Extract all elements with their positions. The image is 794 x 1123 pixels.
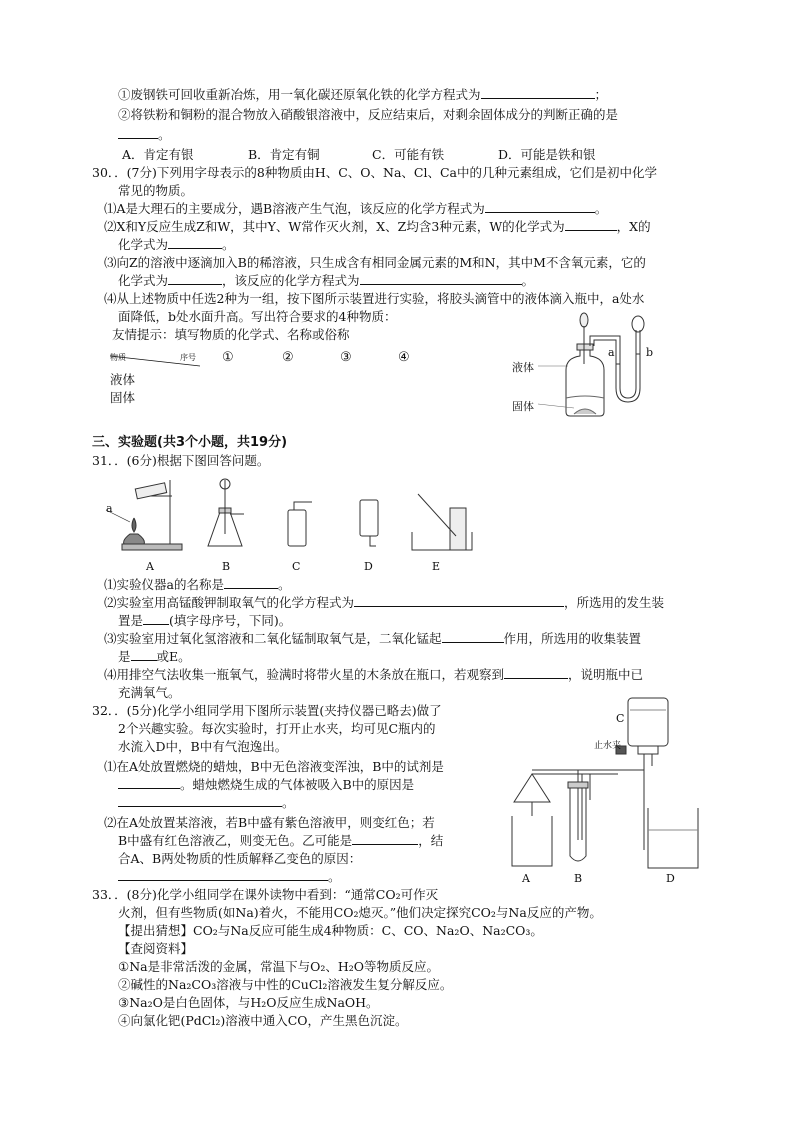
q30-answer-table bbox=[110, 346, 430, 406]
q31-part3 bbox=[104, 630, 641, 647]
q32-part1: ⑴在A处放置燃烧的蜡烛，B中无色溶液变浑浊，B中的试剂是 bbox=[104, 759, 444, 774]
q30-text: ，该反应的化学方程式为 bbox=[222, 273, 360, 288]
table-row-solid: 固体 bbox=[110, 390, 136, 405]
q29-option-b[interactable]: B．肯定有铜 bbox=[248, 147, 320, 162]
q31-part3b bbox=[118, 648, 191, 665]
q31-text: ，所选用的发生装 bbox=[564, 595, 665, 610]
q32-head: 32．．(5分)化学小组同学用下图所示装置(夹持仪器已略去)做了 bbox=[92, 703, 442, 718]
section-3-title: 三、实验题(共3个小题，共19分) bbox=[92, 435, 288, 450]
punct: 。 bbox=[277, 577, 291, 592]
q33-head: 33．．(8分)化学小组同学在课外读物中看到：“通常CO₂可作灭 bbox=[92, 887, 439, 902]
q32-part2c: 合A、B两处物质的性质解释乙变色的原因： bbox=[118, 851, 362, 866]
q33-ref: 【查阅资料】 bbox=[118, 941, 194, 956]
q30-text: 化学式为 bbox=[118, 237, 169, 252]
table-row-liquid: 液体 bbox=[110, 372, 136, 387]
q30-head2: 常见的物质。 bbox=[118, 183, 194, 198]
answer-blank[interactable] bbox=[118, 776, 180, 789]
table-col-1: ① bbox=[222, 350, 234, 365]
fig-label-a: a bbox=[106, 502, 113, 515]
q31-text: (填字母序号，下同)。 bbox=[169, 613, 292, 628]
fig-label-D: D bbox=[364, 560, 373, 573]
q30-head: 30．．(7分)下列用字母表示的8种物质由H、C、O、Na、Cl、Ca中的几种元素组成，它们是初中化学 bbox=[92, 165, 657, 180]
q29-option-a[interactable]: A．肯定有银 bbox=[122, 147, 194, 162]
q29-option-c[interactable]: C．可能有铁 bbox=[372, 147, 445, 162]
fig-label-a: a bbox=[608, 346, 615, 359]
fig-label-A: A bbox=[146, 560, 154, 573]
punct: 。 bbox=[222, 237, 235, 252]
q30-part4b: 面降低，b处水面升高。写出符合要求的4种物质： bbox=[118, 309, 397, 324]
q29-line1 bbox=[118, 86, 607, 103]
q30-part4: ⑷从上述物质中任选2种为一组，按下图所示装置进行实验，将胶头滴管中的液体滴入瓶中，a处水 bbox=[104, 291, 645, 306]
q30-text: ，X的 bbox=[616, 219, 651, 234]
answer-blank[interactable] bbox=[224, 576, 278, 589]
q29-punct: 。 bbox=[158, 127, 171, 142]
q29-line2: ②将铁粉和铜粉的混合物放入硝酸银溶液中，反应结束后，对剩余固体成分的判断正确的是 bbox=[118, 107, 619, 122]
fig-label-b: b bbox=[646, 346, 654, 359]
q29-line3 bbox=[118, 126, 171, 143]
q30-text: ⑴A是大理石的主要成分，遇B溶液产生气泡，该反应的化学方程式为 bbox=[104, 201, 485, 216]
lab-apparatus-row bbox=[100, 474, 480, 560]
q33-ref1: ①Na是非常活泼的金属，常温下与O₂、H₂O等物质反应。 bbox=[118, 959, 440, 974]
q31-part4 bbox=[104, 666, 643, 683]
fig-label-E: E bbox=[432, 560, 441, 573]
q33-guess: 【提出猜想】CO₂与Na反应可能生成4种物质：C、CO、Na₂O、Na₂CO₃。 bbox=[118, 923, 543, 938]
q29-text: ①废钢铁可回收重新冶炼，用一氧化碳还原氧化铁的化学方程式为 bbox=[118, 87, 481, 102]
q32-text: ，结 bbox=[418, 833, 444, 848]
q33-ref3: ③Na₂O是白色固体，与H₂O反应生成NaOH。 bbox=[118, 995, 379, 1010]
answer-blank[interactable] bbox=[118, 126, 158, 139]
q31-text: ⑴实验仪器a的名称是 bbox=[104, 577, 224, 592]
q31-text: 置是 bbox=[118, 613, 144, 628]
q30-part1 bbox=[104, 200, 607, 217]
table-header-substance: 物质 bbox=[110, 353, 126, 362]
q30-apparatus-figure bbox=[508, 308, 678, 420]
punct: 。 bbox=[594, 201, 608, 216]
fig-label-B: B bbox=[222, 560, 231, 573]
q31-text: ⑶实验室用过氧化氢溶液和二氧化锰制取氧气是，二氧化锰起 bbox=[104, 631, 442, 646]
q32-text: 。蜡烛燃烧生成的气体被吸入B中的原因是 bbox=[180, 777, 415, 792]
answer-blank[interactable] bbox=[504, 666, 568, 679]
answer-blank[interactable] bbox=[168, 272, 222, 285]
answer-blank[interactable] bbox=[565, 218, 617, 231]
answer-blank[interactable] bbox=[352, 832, 418, 845]
q33-head2: 火剂，但有些物质(如Na)着火，不能用CO₂熄灭。”他们决定探究CO₂与Na反应的产物。 bbox=[118, 905, 602, 920]
q31-apparatus-figure bbox=[100, 474, 480, 574]
fig-label-liquid: 液体 bbox=[512, 361, 534, 374]
q32-part2d bbox=[118, 868, 341, 885]
answer-blank[interactable] bbox=[354, 594, 564, 607]
q30-tip: 友情提示：填写物质的化学式、名称或俗称 bbox=[112, 327, 350, 342]
answer-blank[interactable] bbox=[168, 236, 222, 249]
fig-label-A: A bbox=[522, 872, 530, 885]
fig-label-C: C bbox=[292, 560, 301, 573]
q32-head2: 2个兴趣实验。每次实验时，打开止水夹，均可见C瓶内的 bbox=[118, 721, 436, 736]
q30-part3b bbox=[118, 272, 534, 289]
q32-part1b bbox=[118, 776, 414, 793]
punct: 。 bbox=[328, 869, 341, 884]
q32-text: B中盛有红色溶液乙，则变无色。乙可能是 bbox=[118, 833, 353, 848]
q30-part2b bbox=[118, 236, 235, 253]
q31-text: 是 bbox=[118, 649, 131, 664]
fig-label-solid: 固体 bbox=[512, 400, 534, 413]
fig-label-D: D bbox=[666, 872, 675, 885]
q32-apparatus-figure bbox=[498, 690, 704, 890]
punct: 。 bbox=[282, 795, 295, 810]
q31-text: ，说明瓶中已 bbox=[568, 667, 644, 682]
q32-part1c bbox=[118, 794, 295, 811]
punct: 。 bbox=[521, 273, 535, 288]
q30-part2 bbox=[104, 218, 651, 235]
q30-text: ⑵X和Y反应生成Z和W，其中Y、W常作灭火剂，X、Z均含3种元素，W的化学式为 bbox=[104, 219, 565, 234]
answer-blank[interactable] bbox=[118, 868, 328, 881]
q33-ref4: ④向氯化钯(PdCl₂)溶液中通入CO，产生黑色沉淀。 bbox=[118, 1013, 408, 1028]
answer-blank[interactable] bbox=[485, 200, 595, 213]
q29-punct: ； bbox=[594, 87, 608, 102]
fig-label-B: B bbox=[574, 872, 583, 885]
answer-blank[interactable] bbox=[118, 794, 282, 807]
q33-ref2: ②碱性的Na₂CO₃溶液与中性的CuCl₂溶液发生复分解反应。 bbox=[118, 977, 453, 992]
q31-part1 bbox=[104, 576, 290, 593]
q32-part2: ⑵在A处放置某溶液，若B中盛有紫色溶液甲，则变红色；若 bbox=[104, 815, 435, 830]
q30-text: 化学式为 bbox=[118, 273, 169, 288]
table-col-2: ② bbox=[282, 350, 294, 365]
answer-blank[interactable] bbox=[360, 272, 522, 285]
q31-text: 作用，所选用的收集装置 bbox=[503, 631, 642, 646]
q32-part2b bbox=[118, 832, 443, 849]
q31-part2 bbox=[104, 594, 664, 611]
q31-text: ⑷用排空气法收集一瓶氧气，验满时将带火星的木条放在瓶口，若观察到 bbox=[104, 667, 505, 682]
table-col-3: ③ bbox=[340, 350, 352, 365]
fig-label-C: C bbox=[616, 712, 625, 725]
table-header-number: 序号 bbox=[180, 353, 196, 362]
q31-head: 31．．(6分)根据下图回答问题。 bbox=[92, 453, 270, 468]
q31-part2b bbox=[118, 612, 291, 629]
answer-blank[interactable] bbox=[442, 630, 504, 643]
q31-part4b: 充满氧气。 bbox=[118, 685, 181, 700]
table-col-4: ④ bbox=[398, 350, 410, 365]
q30-part3: ⑶向Z的溶液中逐滴加入B的稀溶液，只生成含有相同金属元素的M和N，其中M不含氧元素，它的 bbox=[104, 255, 646, 270]
fig-label-clamp: 止水夹 bbox=[594, 741, 622, 751]
answer-blank[interactable] bbox=[143, 612, 169, 625]
q29-option-d[interactable]: D．可能是铁和银 bbox=[498, 147, 596, 162]
q31-text: ⑵实验室用高锰酸钾制取氧气的化学方程式为 bbox=[104, 595, 355, 610]
q32-head3: 水流入D中，B中有气泡逸出。 bbox=[118, 739, 288, 754]
candle-gas-flow-diagram bbox=[498, 690, 704, 890]
q31-text: 或E。 bbox=[156, 649, 191, 664]
answer-blank[interactable] bbox=[131, 648, 157, 661]
answer-blank[interactable] bbox=[481, 86, 595, 99]
